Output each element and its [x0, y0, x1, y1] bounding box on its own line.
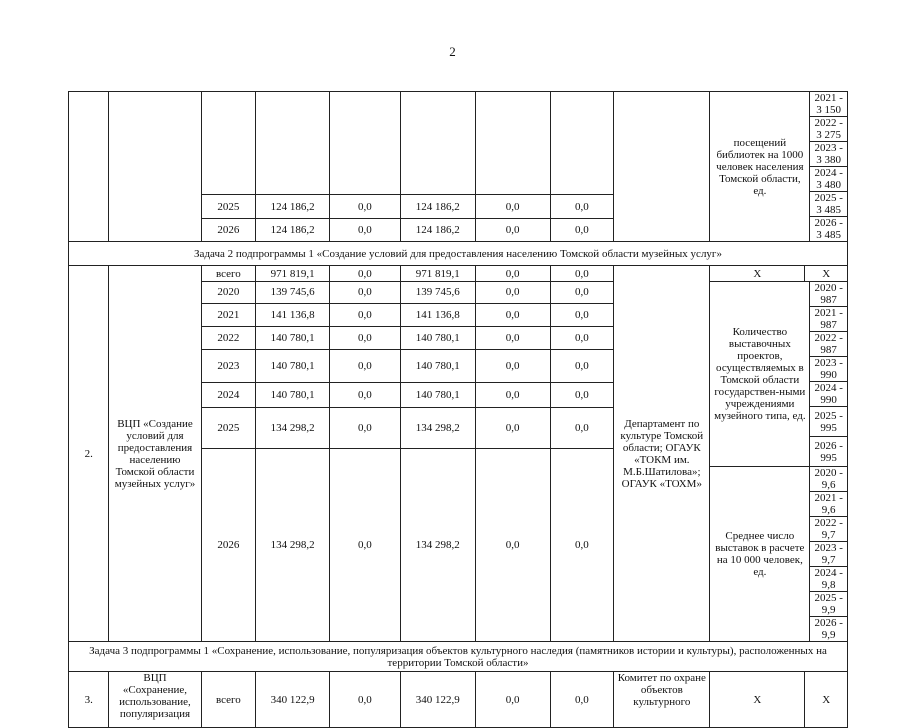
x-mark: X: [805, 266, 848, 282]
indicator-value: 2024 - 9,8: [810, 567, 847, 592]
extra-budget-cell: 0,0: [550, 672, 614, 728]
local-cell: 0,0: [475, 219, 550, 242]
federal-cell: 0,0: [329, 349, 400, 382]
federal-cell: 0,0: [329, 408, 400, 449]
program-name: ВЦП «Создание условий для предоставления населению Томской области музейных услуг»: [109, 266, 201, 642]
federal-cell: 0,0: [329, 449, 400, 642]
total-cell: 340 122,9: [256, 672, 330, 728]
row-number: 3.: [69, 672, 109, 728]
indicator-value: 2020 - 9,6: [810, 467, 847, 492]
federal-cell: 0,0: [329, 303, 400, 326]
page-number: 2: [449, 44, 456, 59]
total-cell: 124 186,2: [256, 195, 330, 219]
program-name: ВЦП «Сохранение, использование, популяризация: [109, 672, 201, 728]
regional-cell: 971 819,1: [400, 266, 475, 282]
local-cell: 0,0: [475, 349, 550, 382]
indicator-value: 2026 - 3 485: [810, 217, 847, 242]
extra-budget-cell: 0,0: [550, 382, 614, 408]
federal-cell: 0,0: [329, 382, 400, 408]
program-table: [68, 91, 848, 720]
empty-number-cell: [69, 92, 109, 242]
extra-budget-cell: 0,0: [550, 449, 614, 642]
indicator-average-exhibitions: Среднее число выставок в расчете на 10 000 человек, ед.: [710, 467, 810, 642]
year-cell: 2024: [201, 382, 256, 408]
x-mark: X: [805, 672, 848, 728]
total-cell: 141 136,8: [256, 303, 330, 326]
indicator-library-visits: посещений библиотек на 1000 человек населения Томской области, ед.: [710, 92, 810, 241]
indicator-value: 2025 - 3 485: [810, 192, 847, 217]
total-cell: 134 298,2: [256, 449, 330, 642]
local-cell: 0,0: [475, 408, 550, 449]
task-2-title: Задача 2 подпрограммы 1 «Создание условий для предоставления населению Томской области музейных услуг»: [69, 242, 848, 266]
indicator-value: 2024 - 990: [810, 382, 847, 407]
extra-budget-cell: 0,0: [550, 326, 614, 349]
extra-budget-cell: 0,0: [550, 219, 614, 242]
year-cell: 2020: [201, 282, 256, 304]
extra-budget-cell: 0,0: [550, 266, 614, 282]
regional-cell: 134 298,2: [400, 408, 475, 449]
local-cell: 0,0: [475, 382, 550, 408]
year-cell: 2022: [201, 326, 256, 349]
table-row: [69, 672, 848, 728]
row-number: 2.: [69, 266, 109, 642]
year-cell: 2026: [201, 449, 256, 642]
indicator-exhibition-projects: Количество выставочных проектов, осуществляемых в Томской области государствен-ными учреждениями музейного типа, ед.: [710, 282, 810, 467]
local-cell: 0,0: [475, 282, 550, 304]
federal-cell: 0,0: [329, 282, 400, 304]
federal-cell: 0,0: [329, 326, 400, 349]
total-cell: 971 819,1: [256, 266, 330, 282]
x-mark: X: [710, 672, 805, 728]
local-cell: 0,0: [475, 326, 550, 349]
indicator-value: 2021 - 3 150: [814, 92, 843, 116]
regional-cell: 134 298,2: [400, 449, 475, 642]
indicator-value: 2023 - 3 380: [810, 142, 847, 167]
indicator-value: 2022 - 3 275: [810, 117, 847, 142]
indicator-value: 2025 - 995: [810, 407, 847, 437]
total-cell: 140 780,1: [256, 349, 330, 382]
indicator-value: 2020 - 987: [814, 282, 843, 306]
responsible-executor: Комитет по охране объектов культурного: [614, 672, 710, 728]
extra-budget-cell: 0,0: [550, 349, 614, 382]
year-cell: 2023: [201, 349, 256, 382]
local-cell: 0,0: [475, 266, 550, 282]
indicator-value: 2022 - 9,7: [810, 517, 847, 542]
table-row: [69, 92, 848, 195]
year-cell: 2025: [201, 408, 256, 449]
year-cell: всего: [201, 672, 256, 728]
year-cell: 2025: [201, 195, 256, 219]
federal-cell: 0,0: [329, 266, 400, 282]
empty-responsible-cell: [614, 92, 710, 242]
federal-cell: 0,0: [329, 672, 400, 728]
extra-budget-cell: 0,0: [550, 303, 614, 326]
indicator-value: 2023 - 990: [810, 357, 847, 382]
indicator-value: 2024 - 3 480: [810, 167, 847, 192]
local-cell: 0,0: [475, 672, 550, 728]
regional-cell: 340 122,9: [400, 672, 475, 728]
total-cell: 140 780,1: [256, 382, 330, 408]
indicator-value: 2021 - 9,6: [810, 492, 847, 517]
extra-budget-cell: 0,0: [550, 408, 614, 449]
total-cell: 124 186,2: [256, 219, 330, 242]
table-row: [69, 642, 848, 672]
regional-cell: 140 780,1: [400, 349, 475, 382]
indicator-value: 2021 - 987: [810, 307, 847, 332]
extra-budget-cell: 0,0: [550, 282, 614, 304]
local-cell: 0,0: [475, 303, 550, 326]
year-cell: 2021: [201, 303, 256, 326]
year-cell: 2026: [201, 219, 256, 242]
indicator-value: 2026 - 9,9: [810, 617, 847, 642]
year-cell: всего: [201, 266, 256, 282]
responsible-executor: Департамент по культуре Томской области; ОГАУК «ТОКМ им. М.Б.Шатилова»; ОГАУК «ТОХМ»: [614, 266, 710, 642]
federal-cell: 0,0: [329, 195, 400, 219]
empty-name-cell: [109, 92, 201, 242]
table-row: [69, 266, 848, 282]
regional-cell: 140 780,1: [400, 326, 475, 349]
task-3-title: Задача 3 подпрограммы 1 «Сохранение, использование, популяризация объектов культурного наследия (памятников истории и культуры), расположенных на территории Томской области»: [69, 642, 848, 672]
total-cell: 139 745,6: [256, 282, 330, 304]
regional-cell: 124 186,2: [400, 219, 475, 242]
indicator-value: 2025 - 9,9: [810, 592, 847, 617]
local-cell: 0,0: [475, 449, 550, 642]
local-cell: 0,0: [475, 195, 550, 219]
x-mark: X: [710, 266, 805, 282]
indicator-value: 2023 - 9,7: [810, 542, 847, 567]
regional-cell: 140 780,1: [400, 382, 475, 408]
table-row: [69, 242, 848, 266]
regional-cell: 141 136,8: [400, 303, 475, 326]
federal-cell: 0,0: [329, 219, 400, 242]
regional-cell: 139 745,6: [400, 282, 475, 304]
regional-cell: 124 186,2: [400, 195, 475, 219]
indicator-value: 2026 - 995: [810, 437, 847, 467]
total-cell: 140 780,1: [256, 326, 330, 349]
extra-budget-cell: 0,0: [550, 195, 614, 219]
total-cell: 134 298,2: [256, 408, 330, 449]
indicator-value: 2022 - 987: [810, 332, 847, 357]
